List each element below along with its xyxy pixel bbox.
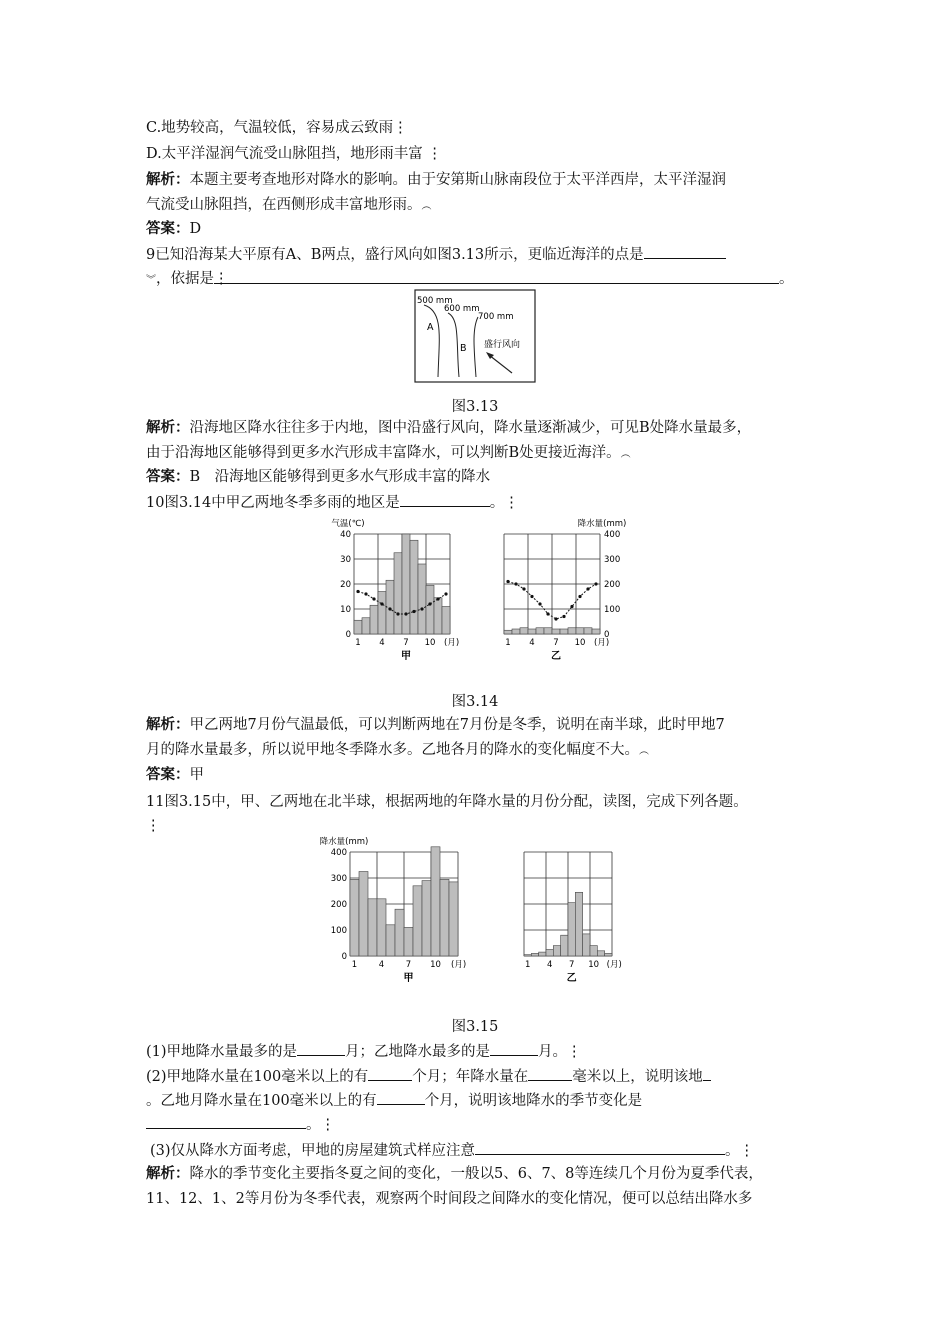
x-unit-label: (月) [606,960,622,970]
precip-bar [377,899,386,956]
point-a: A [427,322,434,333]
x-tick-label: 4 [378,960,385,970]
precip-bar [512,629,520,634]
temperature-point [388,607,391,610]
analysis-label: 解析： [146,1165,190,1182]
precip-bar [590,946,597,956]
temperature-point [380,602,383,605]
precip-bar [350,879,359,956]
answer-label: 答案： [146,468,190,485]
y-tick-label: 0 [341,952,347,962]
precip-bar [426,585,434,634]
answer-text: B 沿海地区能够得到更多水气形成丰富的降水 [189,469,491,485]
analysis-text: 月的降水量最多，所以说甲地冬季降水多。乙地各月的降水的变化幅度不大。 [146,742,639,758]
option-d: D.太平洋湿润气流受山脉阻挡，地形雨丰富 ⋮ [146,146,442,162]
analysis-label: 解析： [146,419,190,436]
temperature-point [586,587,589,590]
temperature-point [562,615,565,618]
precip-bar [386,925,395,956]
answer-blank[interactable] [146,1114,306,1129]
temperature-point [570,605,573,608]
question-text: 毫米以上，说明该地 [572,1069,703,1085]
analysis-text: 沿海地区降水往往多于内地，图中沿盛行风向，降水量逐渐减少，可见B处降水量最多， [189,420,752,436]
x-tick-label: 4 [529,638,535,648]
mark: ⋮ [214,271,229,287]
temperature-point [404,612,407,615]
x-tick-label: 10 [588,960,600,970]
precip-bar [359,872,368,957]
analysis-text: 气流受山脉阻挡，在西侧形成丰富地形雨。 [146,197,422,213]
question-11-3 [150,1140,754,1161]
precip-bar [605,953,612,956]
precip-bar [592,629,600,634]
question-11-2-blank [146,1114,335,1135]
question-text: 9已知沿海某大平原有A、B两点，盛行风向如图3.13所示，更临近海洋的点是 [146,247,644,263]
temperature-point [444,592,447,595]
question-10 [146,492,519,513]
x-tick-label: 10 [430,960,441,970]
precip-bar [418,564,426,634]
x-unit-label: (月) [594,638,610,648]
answer-blank[interactable] [475,1140,725,1155]
wind-label: 盛行风向 [484,340,521,350]
precip-bar [536,628,544,634]
precip-bar [546,950,553,957]
precip-bar [576,628,584,634]
y-tick-label: 20 [340,580,351,590]
answer-blank[interactable] [214,269,779,287]
precip-bar [544,628,552,634]
precip-bar [520,628,528,634]
analysis-text: 甲乙两地7月份气温最低，可以判断两地在7月份是冬季，说明在南半球，此时甲地7 [189,717,725,733]
y-tick-label: 200 [604,580,621,590]
y-tick-label: 40 [340,530,351,540]
precip-bar [449,882,458,956]
temperature-point [396,612,399,615]
option-c: C.地势较高，气温较低，容易成云致雨⋮ [146,120,408,136]
precip-bar [442,607,450,635]
isohyet-600-label: 600 mm [444,304,480,314]
answer-blank[interactable] [528,1066,572,1081]
question-text: ，依据是 [156,271,214,287]
answer-label: 答案： [146,220,190,237]
precip-bar [539,952,546,956]
answer-blank[interactable] [644,244,726,259]
precip-bar [597,951,604,956]
temperature-point [530,595,533,598]
answer-9 [146,467,490,487]
temperature-point [420,607,423,610]
temperature-point [412,610,415,613]
precip-bar [434,598,442,634]
analysis-text: 本题主要考查地形对降水的影响。由于安第斯山脉南段位于太平洋西岸，太平洋湿润 [189,172,726,188]
precip-bar [583,934,590,956]
chart-3-15-yi [508,832,638,998]
x-unit-label: (月) [451,960,467,970]
answer-text: D [189,221,202,237]
question-11-mark: ⋮ [146,818,161,834]
station-name: 甲 [403,973,414,984]
y-tick-label: 400 [330,848,347,858]
precip-bar [528,629,536,634]
figure-3-13 [414,289,536,383]
chart-3-14-jia [320,512,470,662]
question-text: 。 [779,271,794,287]
temperature-point [594,582,597,585]
x-unit-label: (月) [444,638,460,648]
temperature-point [428,602,431,605]
question-text: 个月；年降水量在 [412,1069,529,1085]
x-tick-label: 1 [505,638,511,648]
y-tick-label: 100 [330,926,347,936]
analysis-10 [146,715,725,735]
x-tick-label: 4 [546,960,553,970]
question-text: 。⋮ [725,1143,755,1159]
y-tick-label: 30 [340,555,351,565]
question-11-2-cont [146,1090,642,1111]
precip-bar [402,534,410,634]
answer-blank[interactable] [400,492,490,507]
x-tick-label: 7 [553,638,559,648]
answer-blank[interactable] [297,1041,345,1056]
chart-3-15-jia [319,832,467,998]
analysis-9 [146,418,751,438]
precip-bar [395,909,404,956]
y-tick-label: 400 [604,530,621,540]
analysis-9-cont: 由于沿海地区能够得到更多水汽形成丰富降水，可以判断B处更接近海洋。︵ [146,445,631,461]
answer-blank[interactable] [490,1041,538,1056]
temperature-point [364,592,367,595]
precip-bar [584,628,592,634]
x-tick-label: 10 [574,638,586,648]
precip-bar [431,847,440,956]
question-11-1 [146,1041,582,1062]
question-text: 月；乙地降水最多的是 [345,1044,491,1060]
chart-3-14-yi [498,512,648,662]
answer-label: 答案： [146,766,190,783]
analysis-label: 解析： [146,716,190,733]
question-text: (2)甲地降水量在100毫米以上的有 [146,1069,369,1085]
y-axis-label: 降水量(mm) [319,837,369,847]
precip-bar [354,620,362,634]
y-axis-label: 降水量(mm) [577,519,627,529]
station-name: 乙 [551,651,561,662]
precip-bar [422,881,431,956]
temperature-point [538,602,541,605]
station-name: 甲 [401,651,411,662]
analysis-text: 由于沿海地区能够得到更多水汽形成丰富降水，可以判断B处更接近海洋。 [146,445,621,461]
analysis-8 [146,170,726,190]
question-9 [146,244,726,265]
answer-8 [146,219,201,239]
x-tick-label: 10 [424,638,436,648]
answer-text: 甲 [189,767,204,783]
analysis-11-cont: 11、12、1、2等月份为冬季代表，观察两个时间段之间降水的变化情况，便可以总结出降水多 [146,1191,753,1207]
temperature-point [514,582,517,585]
temperature-point [546,612,549,615]
question-text: 。⋮ [489,495,519,511]
y-tick-label: 300 [330,874,347,884]
caption-3-14: 图3.14 [451,694,499,710]
precip-bar [413,886,422,956]
question-11-2 [146,1066,711,1087]
question-11: 11图3.15中，甲、乙两地在北半球，根据两地的年降水量的月份分配，读图，完成下列各题。 [146,794,748,810]
x-tick-label: 4 [379,638,385,648]
analysis-8-cont: 气流受山脉阻挡，在西侧形成丰富地形雨。︵ [146,197,432,213]
x-tick-label: 1 [524,960,531,970]
caption-3-15: 图3.15 [451,1019,499,1035]
analysis-text: 降水的季节变化主要指冬夏之间的变化，一般以5、6、7、8等连续几个月份为夏季代表， [189,1166,763,1182]
precip-bar [531,953,538,956]
question-9-cont: ︾，依据是⋮ 。 [146,271,794,287]
x-tick-label: 7 [403,638,409,648]
y-tick-label: 300 [604,555,621,565]
answer-blank[interactable] [703,1066,711,1081]
y-axis-label: 气温(℃) [331,519,365,529]
x-tick-label: 1 [351,960,358,970]
x-tick-label: 7 [568,960,575,970]
y-tick-label: 0 [604,630,610,640]
temperature-point [554,617,557,620]
question-text: (3)仅从降水方面考虑，甲地的房屋建筑式样应注意 [150,1143,476,1159]
precip-bar [370,605,378,634]
temperature-point [522,587,525,590]
precip-bar [552,629,560,634]
precip-bar [575,892,582,956]
temperature-point [372,597,375,600]
precip-bar [560,629,568,634]
y-tick-label: 0 [345,630,351,640]
precip-bar [440,879,449,956]
y-tick-label: 200 [330,900,347,910]
caption-3-13: 图3.13 [451,399,499,415]
analysis-10-cont: 月的降水量最多，所以说甲地冬季降水多。乙地各月的降水的变化幅度不大。︵ [146,742,649,758]
precip-bar [378,592,386,635]
y-tick-label: 10 [340,605,351,615]
precip-bar [553,946,560,956]
temperature-point [356,590,359,593]
precip-bar [504,630,512,634]
question-text: 个月，说明该地降水的季节变化是 [424,1093,643,1109]
point-b: B [460,343,467,354]
x-tick-label: 1 [355,638,361,648]
precip-bar [368,899,377,956]
precip-bar [404,927,413,956]
precip-bar [524,955,531,956]
precip-bar [568,903,575,956]
isohyet-500-label: 500 mm [417,296,453,306]
question-text: 月。⋮ [538,1044,582,1060]
question-text: 。乙地月降水量在100毫米以上的有 [146,1093,377,1109]
precip-bar [410,540,418,634]
y-tick-label: 100 [604,605,621,615]
precip-bar [394,553,402,634]
temperature-point [578,595,581,598]
precip-bar [561,935,568,956]
answer-10 [146,765,204,785]
analysis-label: 解析： [146,171,190,188]
precip-bar [362,618,370,634]
analysis-11 [146,1164,763,1184]
answer-blank[interactable] [377,1090,425,1105]
x-tick-label: 7 [405,960,412,970]
temperature-point [506,580,509,583]
isohyet-700-label: 700 mm [478,312,514,322]
question-text: (1)甲地降水量最多的是 [146,1044,298,1060]
precip-bar [568,628,576,634]
question-text: 10图3.14中甲乙两地冬季多雨的地区是 [146,495,400,511]
answer-blank[interactable] [368,1066,412,1081]
temperature-point [436,597,439,600]
station-name: 乙 [566,973,577,984]
question-text: 。⋮ [306,1117,335,1133]
